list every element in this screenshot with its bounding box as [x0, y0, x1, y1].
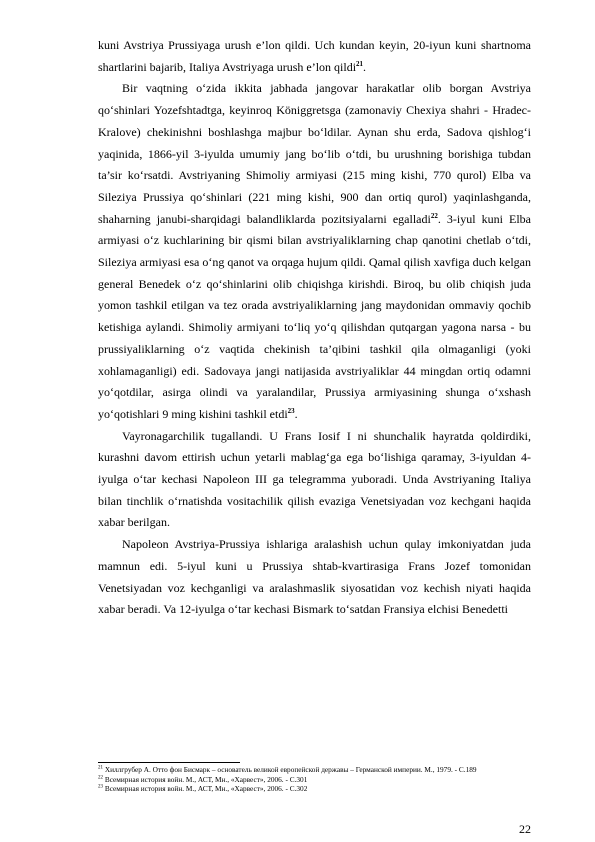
body-text: [98, 35, 531, 621]
page-number: 22: [519, 822, 531, 836]
paragraph-3: Vayronagarchilik tugallandi. U Frans Iosif I ni shunchalik hayratda qoldirdiki, kurashni davom ettirish uchun yetarli mablag‘ga ega bo‘lishiga qaramay, 3-iyuldan 4-iyulga o‘tar kechasi Napoleon III ga telegramma yuboradi. Unda Avstriyaning Italiya bilan tinchlik o‘rnatishda vositachilik qilish evaziga Venetsiyadan voz kechgani haqida xabar berilgan.: [98, 428, 531, 530]
footnote-number: 21: [98, 765, 103, 771]
paragraph-2: [98, 78, 531, 425]
footnotes: [98, 765, 531, 794]
footnote: [98, 784, 531, 794]
footnote-ref: 23: [287, 406, 295, 415]
footnote-divider: [98, 762, 240, 763]
footnote: [98, 775, 531, 785]
footnote-number: 23: [98, 784, 103, 790]
footnote-text: Всемирная история войн. М., АСТ, Мн., «Харвест», 2006. - С.302: [104, 784, 308, 794]
footnote: [98, 765, 531, 775]
paragraph-text: Bir vaqtning o‘zida ikkita jabhada jangovar harakatlar olib borgan Avstriya qo‘shinlari Yozefshtadtga, keyinroq Königgretsga (zamonaviy Chexiya shahri - Hradec-Kralove) chekinishni boshlashga majbur bo‘ldilar. Aynan shu erda, Sadova qishlog‘i yaqinida, 1866-yil 3-iyulda umumiy jang bo‘lib o‘tdi, bu urushning borishiga tubdan ta’sir ko‘rsatdi. Avstriyaning Shimoliy armiyasi (215 ming kishi, 770 qurol) Elba va Sileziya Prussiya qo‘shinlari (221 ming kishi, 900 dan ortiq qurol) yaqinlashganda, shaharning janubi-sharqidagi balandliklarda pozitsiyalarni egalladi: [98, 81, 531, 226]
footnote-text: Хиллгрубер А. Отто фон Бисмарк – основатель великой европейской державы – Германской империи. М., 1979. - С.189: [104, 765, 477, 774]
paragraph-tail: .: [294, 406, 298, 421]
footnote-text: Всемирная история войн. М., АСТ, Мн., «Харвест», 2006. - С.301: [104, 774, 308, 784]
paragraph-1: [98, 35, 531, 78]
paragraph-4: Napoleon Avstriya-Prussiya ishlariga aralashish uchun qulay imkoniyatdan juda mamnun edi. 5-iyul kuni u Prussiya shtab-kvartirasiga Frans Jozef tomonidan Venetsiyadan voz kechganligi va aralashmaslik siyosatidan voz kechish niyati haqida xabar beradi. Va 12-iyulga o‘tar kechasi Bismark to‘satdan Fransiya elchisi Benedetti: [98, 537, 531, 617]
paragraph-text: kuni Avstriya Prussiyaga urush e’lon qildi. Uch kundan keyin, 20-iyun kuni shartnoma shartlarini bajarib, Italiya Avstriyaga urush e’lon qildi: [98, 38, 531, 74]
paragraph-tail: .: [363, 59, 367, 74]
footnote-number: 22: [98, 775, 103, 781]
footnote-ref: 21: [356, 59, 364, 68]
footnote-ref: 22: [430, 211, 438, 220]
paragraph-tail: . 3-iyul kuni Elba armiyasi o‘z kuchlarining bir qismi bilan avstriyaliklarning chap qanotini chetlab o‘tdi, Sileziya armiyasi esa o‘ng qanot va orqaga hujum qildi. Qamal qilish xavfiga duch kelgan general Benedek o‘z qo‘shinlarini olib chiqishga kirishdi. Biroq, bu olib chiqish juda yomon tashkil etilgan va tez orada avstriyaliklarning jang maydonidan ommaviy qochib ketishiga aylandi. Shimoliy armiyani to‘liq yo‘q qilishdan qutqargan yagona narsa - bu prussiyaliklarning o‘z vaqtida chekinish ta’qibini tashkil qila olmaganligi (yoki xohlamaganligi) edi. Sadovaya jangi natijasida avstriyaliklar 44 mingdan ortiq odamni yo‘qotdilar, asirga olindi va yaralandilar, Prussiya armiyasining shunga o‘xshash yo‘qotishlari 9 ming kishini tashkil etdi: [98, 211, 531, 421]
